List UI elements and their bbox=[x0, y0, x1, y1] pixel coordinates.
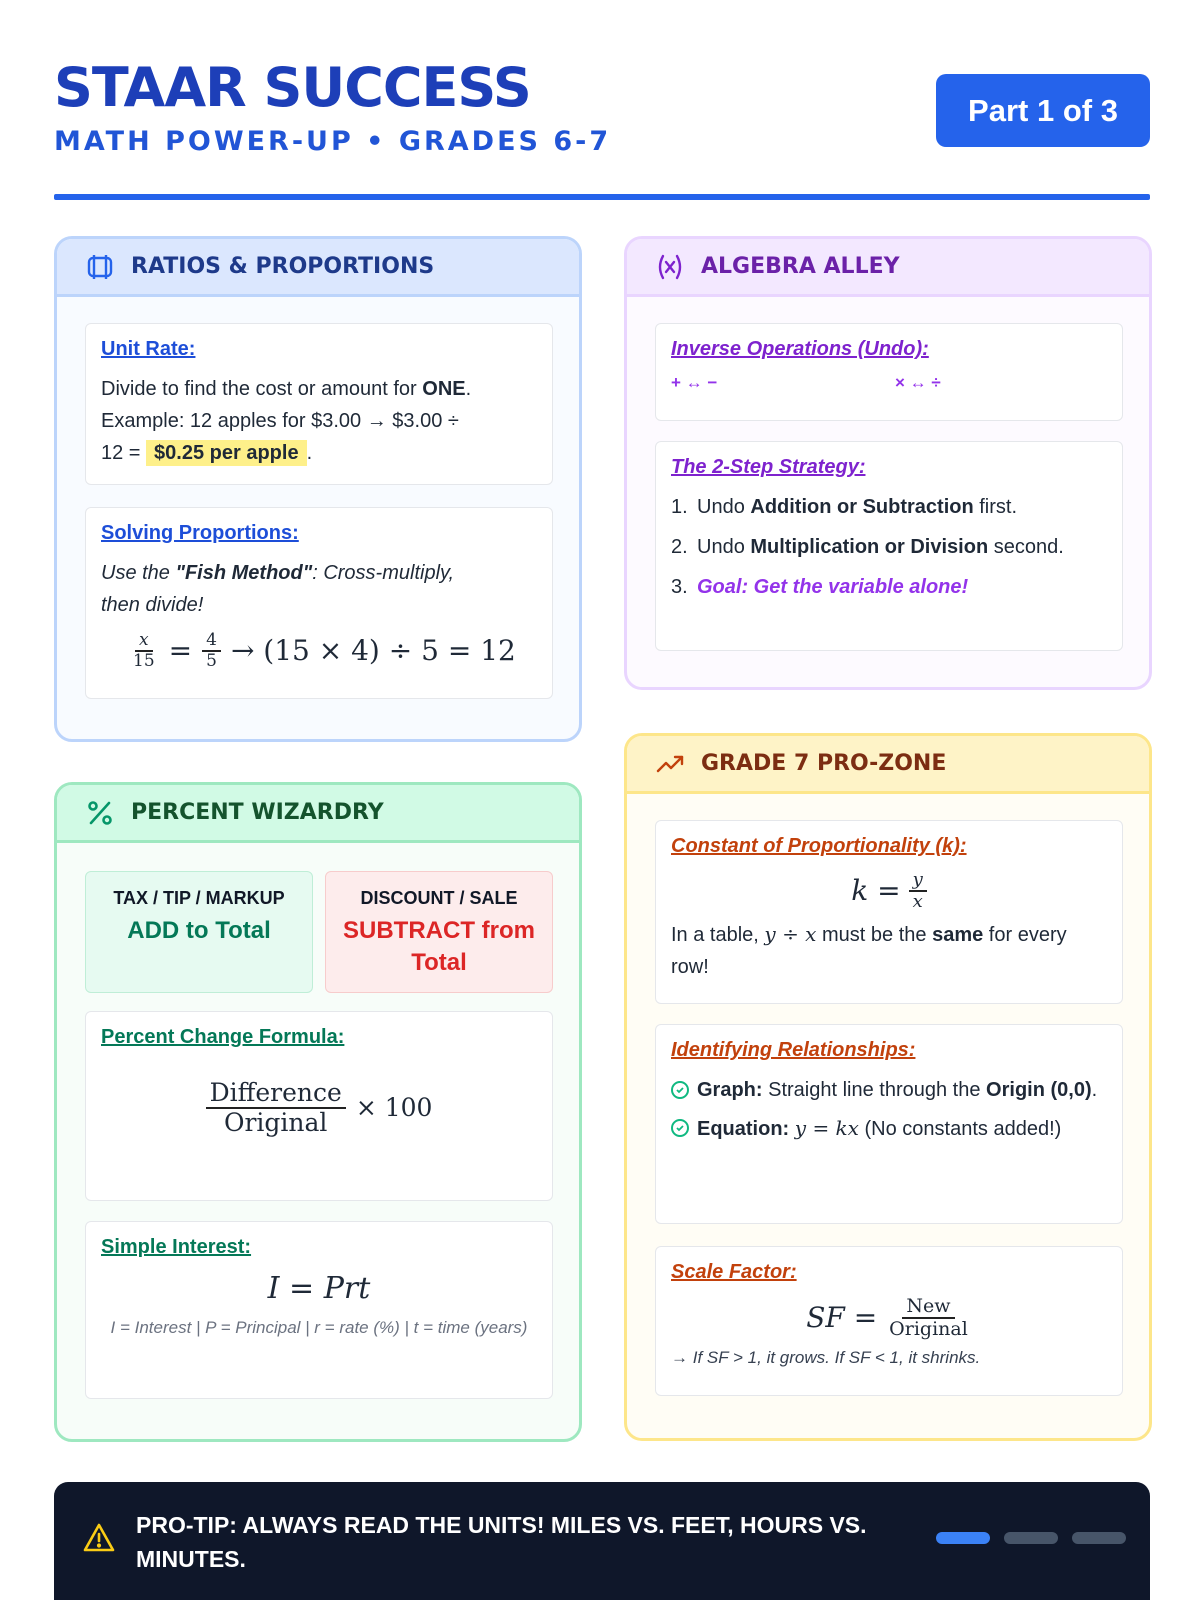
percent-change-panel bbox=[85, 1011, 553, 1201]
constant-text: In a table, y ÷ x must be the same for every row! bbox=[671, 921, 1067, 978]
unit-rate-answer: $0.25 per apple bbox=[146, 440, 307, 466]
page-subtitle: MATH POWER-UP • GRADES 6-7 bbox=[54, 126, 612, 157]
grade7-heading: GRADE 7 PRO-ZONE bbox=[701, 751, 947, 776]
percent-change-title: Percent Change Formula: bbox=[101, 1026, 345, 1048]
algebra-heading: ALGEBRA ALLEY bbox=[701, 254, 900, 279]
constant-formula: k = $\frac{y}{x}$ bbox=[671, 870, 1107, 912]
percent-heading: PERCENT WIZARDRY bbox=[131, 800, 384, 825]
ratios-heading: RATIOS & PROPORTIONS bbox=[131, 254, 435, 279]
simple-interest-title: Simple Interest: bbox=[101, 1236, 252, 1258]
page-dot[interactable] bbox=[1004, 1532, 1058, 1544]
inverse-pairs bbox=[671, 373, 1107, 393]
simple-interest-panel bbox=[85, 1221, 553, 1399]
scale-factor-formula: SF = $\frac{\text{New}}{\text{Original}}$ bbox=[806, 1295, 968, 1340]
inverse-pair-mult: × ↔ ÷ bbox=[895, 373, 941, 392]
relationship-equation: Equation: y = kx (No constants added!) bbox=[671, 1112, 1107, 1145]
constant-panel bbox=[655, 820, 1123, 1004]
sub-box-label: DISCOUNT / SALE bbox=[360, 888, 518, 908]
page-dot[interactable] bbox=[936, 1532, 990, 1544]
part-badge: Part 1 of 3 bbox=[936, 74, 1150, 147]
proportion-equation: $\frac{x}{15}$ = $\frac{4}{5}$ → (15 × 4) ÷ 5 = 12 bbox=[133, 630, 516, 671]
simple-interest-legend: I = Interest | P = Principal | r = rate (%) | t = time (years) bbox=[110, 1318, 528, 1337]
simple-interest-formula: I = Prt bbox=[267, 1271, 371, 1306]
algebra-card bbox=[624, 236, 1152, 690]
check-circle-icon bbox=[671, 1119, 689, 1137]
sub-box-value: SUBTRACT from Total bbox=[343, 917, 535, 976]
scale-factor-note: → If SF > 1, it grows. If SF < 1, it shrinks. bbox=[671, 1347, 981, 1367]
percent-card-header bbox=[57, 785, 579, 843]
add-box-label: TAX / TIP / MARKUP bbox=[113, 888, 285, 908]
scale-factor-panel bbox=[655, 1246, 1123, 1396]
strategy-panel bbox=[655, 441, 1123, 651]
warning-icon bbox=[82, 1522, 116, 1559]
page-header bbox=[54, 58, 1150, 198]
page-title: STAAR SUCCESS bbox=[54, 56, 531, 119]
pro-tip-text: PRO-TIP: ALWAYS READ THE UNITS! MILES VS. FEET, HOURS VS. MINUTES. bbox=[136, 1512, 867, 1572]
add-box-value: ADD to Total bbox=[127, 917, 271, 944]
page-dot[interactable] bbox=[1072, 1532, 1126, 1544]
algebra-card-header bbox=[627, 239, 1149, 297]
inverse-title: Inverse Operations (Undo): bbox=[671, 338, 929, 360]
relationship-graph: Graph: Straight line through the Origin (0,0). bbox=[671, 1074, 1107, 1106]
scale-factor-title: Scale Factor: bbox=[671, 1261, 797, 1283]
check-circle-icon bbox=[671, 1081, 689, 1099]
add-to-total-box bbox=[85, 871, 313, 993]
ratios-card bbox=[54, 236, 582, 742]
strategy-title: The 2-Step Strategy: bbox=[671, 456, 866, 478]
trending-up-icon bbox=[655, 749, 685, 779]
subtract-from-total-box bbox=[325, 871, 553, 993]
proportions-panel bbox=[85, 507, 553, 699]
strategy-steps bbox=[671, 491, 1107, 603]
strategy-step: 1. Undo Addition or Subtraction first. bbox=[671, 496, 1018, 518]
percent-change-formula: $\frac{\text{Difference}}{\text{Original}}$ × 100 bbox=[101, 1079, 537, 1136]
pro-tip-banner bbox=[54, 1482, 1150, 1600]
layers-icon bbox=[85, 252, 115, 282]
grade7-card-header bbox=[627, 736, 1149, 794]
inverse-panel bbox=[655, 323, 1123, 421]
constant-title: Constant of Proportionality (k): bbox=[671, 835, 967, 857]
variable-icon bbox=[655, 252, 685, 282]
unit-rate-title: Unit Rate: bbox=[101, 338, 196, 360]
header-divider bbox=[54, 194, 1150, 200]
percent-card bbox=[54, 782, 582, 1442]
proportions-text: Use the "Fish Method": Cross-multiply, then divide! bbox=[101, 562, 455, 616]
percent-icon bbox=[85, 798, 115, 828]
strategy-step: 2. Undo Multiplication or Division second. bbox=[671, 536, 1064, 558]
strategy-step: 3. Goal: Get the variable alone! bbox=[671, 576, 969, 598]
grade7-card bbox=[624, 733, 1152, 1441]
page-indicator bbox=[936, 1532, 1126, 1544]
inverse-pair-add: + ↔ − bbox=[671, 373, 718, 392]
proportions-title: Solving Proportions: bbox=[101, 522, 299, 544]
relationships-panel bbox=[655, 1024, 1123, 1224]
relationships-title: Identifying Relationships: bbox=[671, 1039, 916, 1061]
unit-rate-panel bbox=[85, 323, 553, 485]
ratios-card-header bbox=[57, 239, 579, 297]
unit-rate-text: Divide to find the cost or amount for ONE. Example: 12 apples for $3.00 → $3.00 ÷ 12 = $0.25 per apple . bbox=[101, 378, 472, 464]
